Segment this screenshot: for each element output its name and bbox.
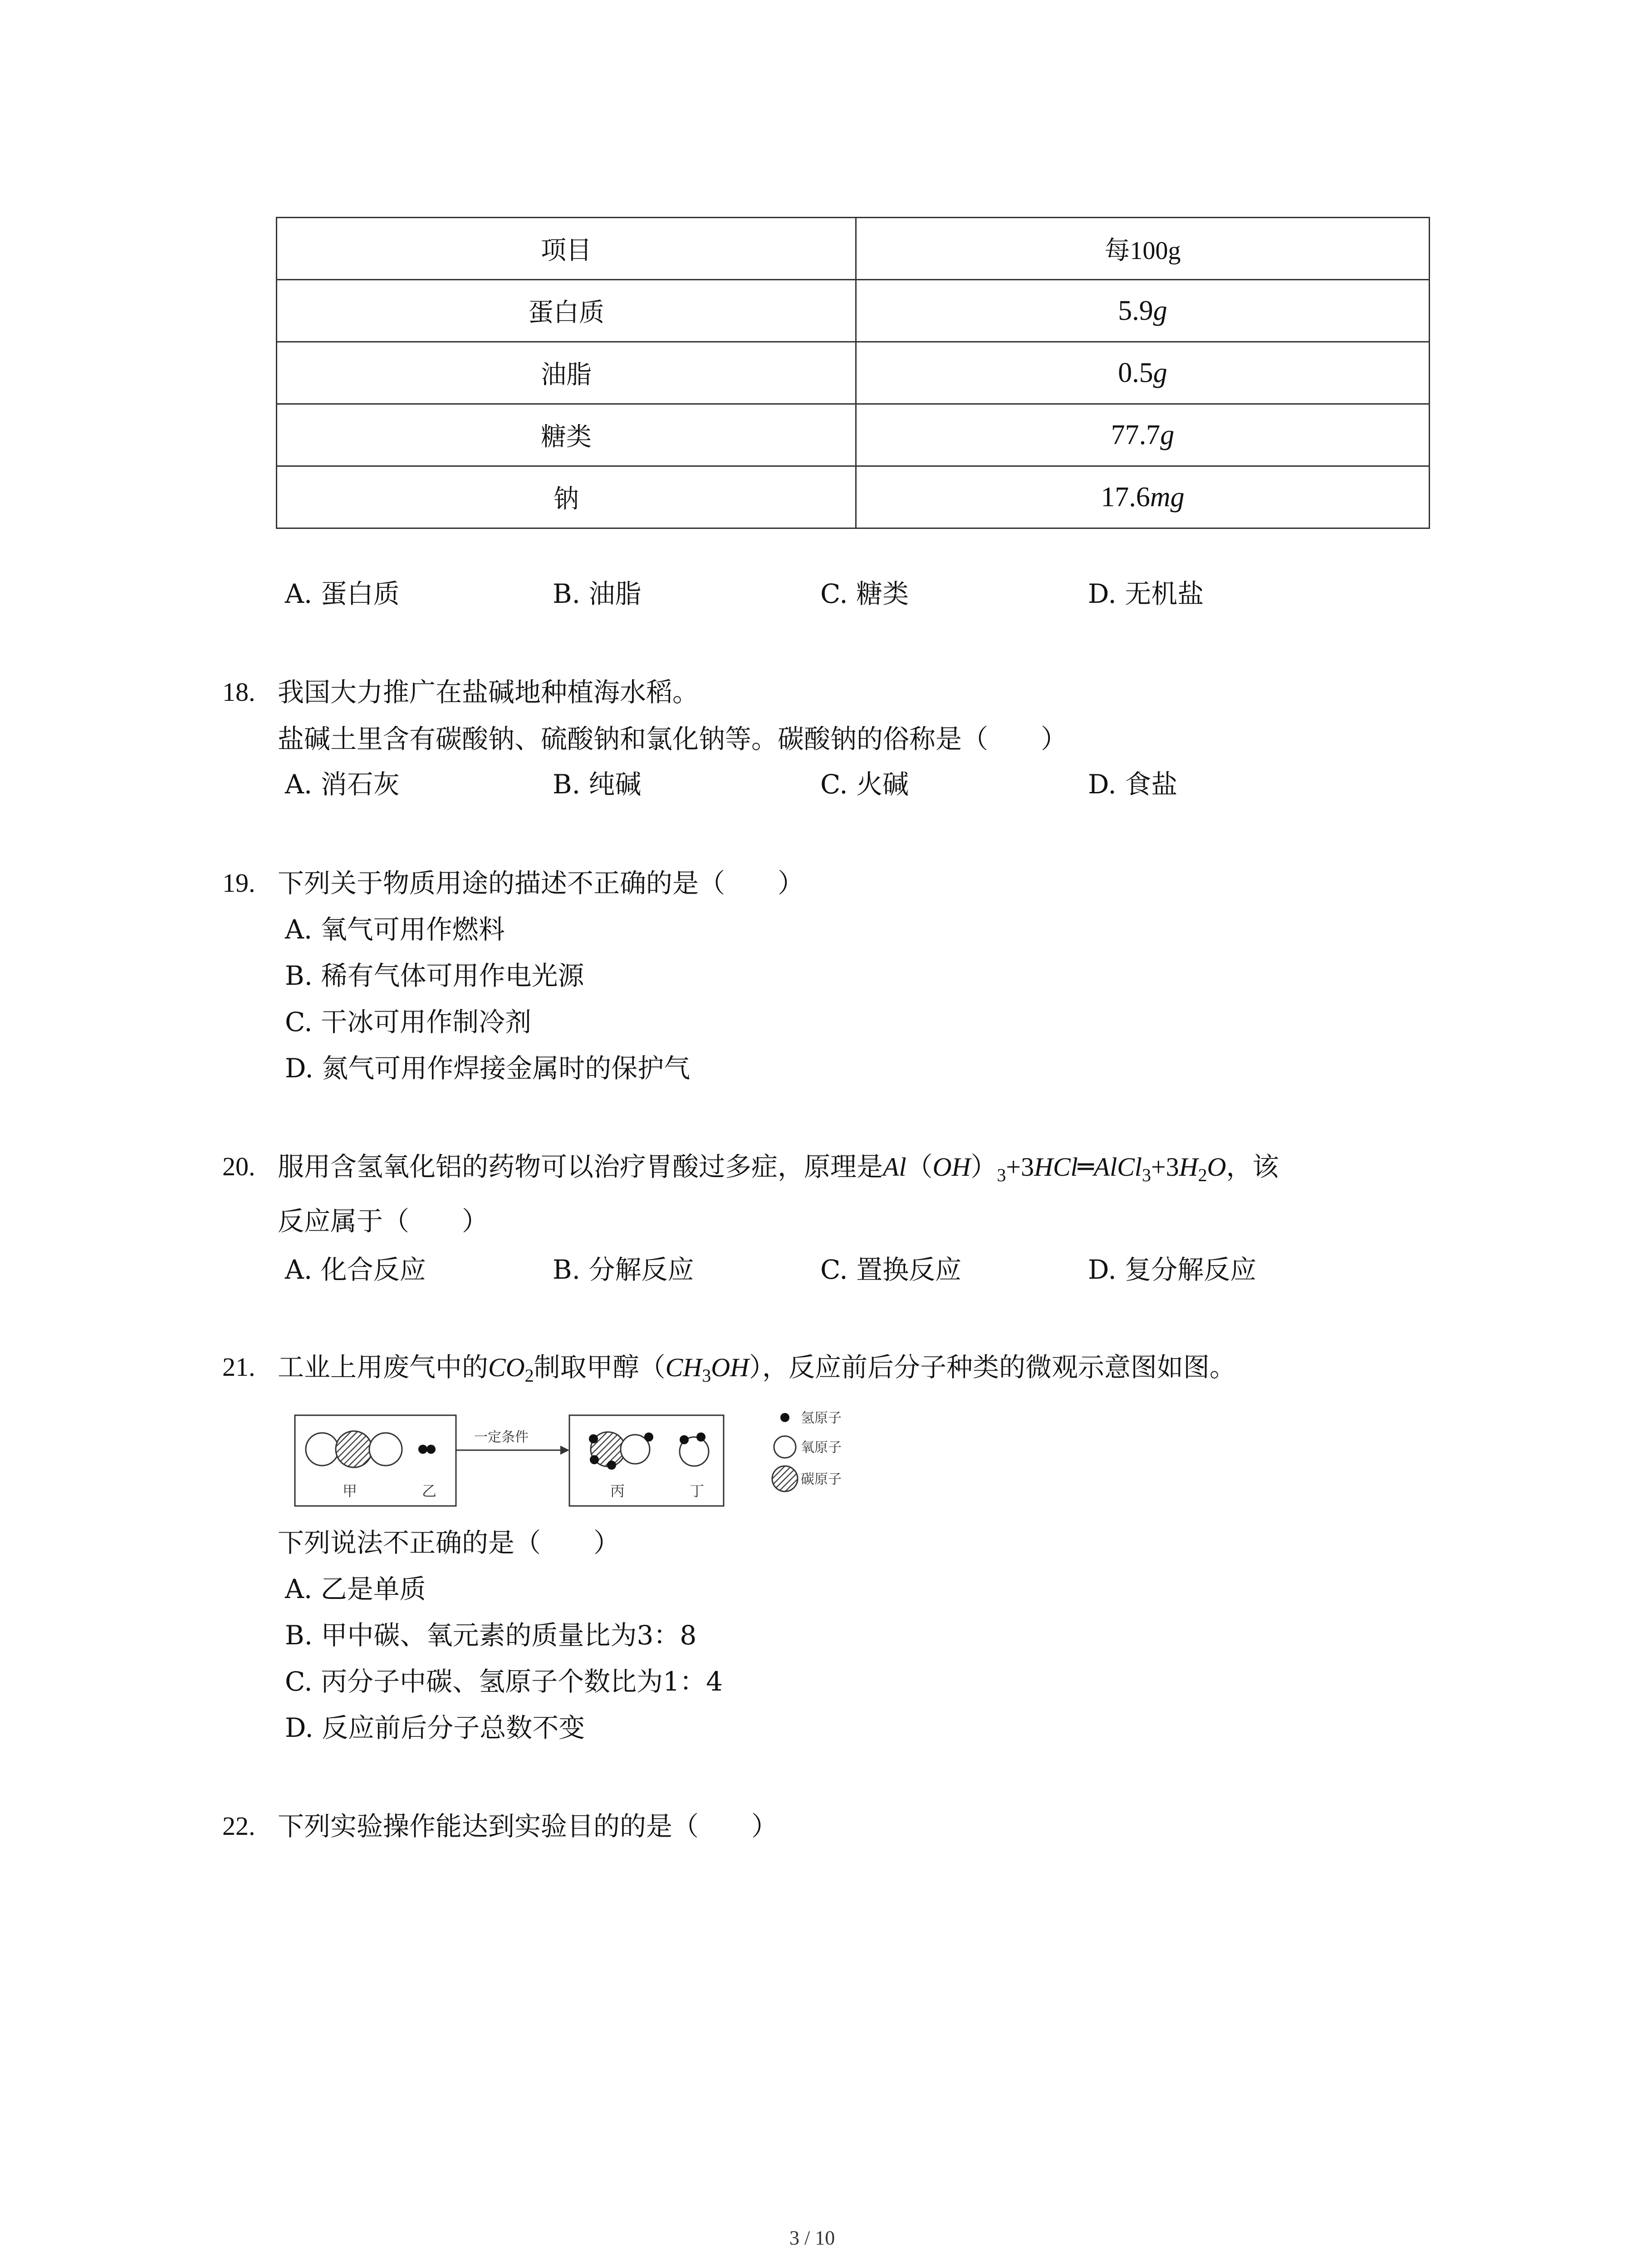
q21-stem: [278, 1354, 1236, 1385]
unit-text: g: [1153, 357, 1167, 388]
arrow-label: 一定条件: [474, 1429, 529, 1445]
formula-coef: +3: [1151, 1152, 1179, 1182]
methanol-hydrogen-atom: [644, 1432, 653, 1442]
water-hydrogen-atom: [680, 1435, 689, 1444]
formula-oh: OH: [932, 1152, 971, 1182]
formula-oh: OH: [711, 1353, 749, 1382]
value-text: 0.5: [1118, 357, 1153, 388]
q20-number: 20.: [222, 1152, 255, 1181]
formula-hcl: HCl: [1034, 1152, 1078, 1182]
co2-oxygen-atom: [306, 1433, 338, 1466]
q17-option-d[interactable]: D. 无机盐: [1088, 578, 1204, 609]
legend-hydrogen-icon: [780, 1413, 789, 1422]
methanol-hydrogen-atom: [607, 1461, 616, 1470]
h2-hydrogen-atom: [426, 1445, 436, 1454]
formula-subscript: 2: [1198, 1165, 1207, 1185]
q21-option-a[interactable]: A. 乙是单质: [285, 1574, 426, 1604]
q20-stem-tail: ，该: [1226, 1151, 1279, 1182]
formula-o: O: [1207, 1152, 1226, 1182]
q20-line2: 反应属于（ ）: [278, 1206, 489, 1237]
formula-ch: CH: [665, 1353, 702, 1382]
table-row: [277, 466, 1430, 528]
q18-option-c[interactable]: C. 火碱: [820, 769, 909, 800]
q19-option-a[interactable]: A. 氧气可用作燃料: [285, 914, 505, 945]
nutrition-table: [276, 217, 1430, 529]
q19-option-d[interactable]: D. 氮气可用作焊接金属时的保护气: [285, 1053, 691, 1084]
q20-option-b[interactable]: B. 分解反应: [553, 1254, 694, 1285]
q20-stem-line1: [278, 1151, 1279, 1185]
q18-option-a[interactable]: A. 消石灰: [285, 769, 400, 800]
q20-option-c[interactable]: C. 置换反应: [820, 1254, 962, 1285]
methanol-hydrogen-atom: [590, 1455, 599, 1464]
formula-paren: （: [906, 1151, 933, 1182]
legend-oxygen-icon: [774, 1436, 796, 1458]
label-yi: 乙: [422, 1482, 437, 1500]
formula-co: CO: [488, 1353, 525, 1382]
q18-option-d[interactable]: D. 食盐: [1088, 769, 1178, 800]
q21-line2: 下列说法不正确的是（ ）: [278, 1527, 620, 1558]
formula-al: Al: [883, 1152, 906, 1182]
table-cell-value: [856, 342, 1430, 404]
q22-stem: 下列实验操作能达到实验目的的是（ ）: [278, 1811, 778, 1842]
label-jia: 甲: [343, 1482, 358, 1500]
q21-option-c[interactable]: C. 丙分子中碳、氢原子个数比为1：4: [285, 1666, 723, 1697]
q19-number: 19.: [222, 868, 255, 898]
q20-option-a[interactable]: A. 化合反应: [285, 1254, 426, 1285]
table-cell-value: [856, 404, 1430, 466]
table-header-item: 项目: [277, 218, 856, 280]
unit-text: g: [1153, 295, 1167, 326]
label-bing: 丙: [610, 1482, 625, 1500]
table-cell-item: 钠: [277, 466, 856, 528]
table-header-row: [277, 218, 1430, 280]
table-row: [277, 404, 1430, 466]
value-text: 5.9: [1118, 295, 1153, 326]
legend-carbon-label: 碳原子: [801, 1471, 842, 1487]
co2-oxygen-atom: [369, 1433, 402, 1466]
q19-option-c[interactable]: C. 干冰可用作制冷剂: [285, 1007, 532, 1037]
legend-oxygen-label: 氧原子: [801, 1440, 842, 1456]
table-cell-item: 糖类: [277, 404, 856, 466]
formula-equals: ═: [1078, 1151, 1094, 1182]
label-ding: 丁: [690, 1482, 705, 1500]
q19-stem: 下列关于物质用途的描述不正确的是（ ）: [278, 868, 804, 899]
formula-subscript: 2: [524, 1365, 534, 1386]
table-cell-value: [856, 466, 1430, 528]
legend-carbon-icon: [772, 1466, 798, 1491]
q21-option-b[interactable]: B. 甲中碳、氧元素的质量比为3：8: [285, 1620, 697, 1651]
unit-text: mg: [1150, 481, 1185, 513]
methanol-hydrogen-atom: [589, 1434, 598, 1443]
arrow-head-icon: [560, 1446, 569, 1455]
table-header-per100g-text: 每100g: [1104, 237, 1181, 265]
q21-option-d[interactable]: D. 反应前后分子总数不变: [285, 1712, 585, 1743]
q18-line2: 盐碱土里含有碳酸钠、硫酸钠和氯化钠等。碳酸钠的俗称是（ ）: [278, 723, 1068, 754]
q17-option-c[interactable]: C. 糖类: [820, 578, 909, 609]
water-hydrogen-atom: [696, 1432, 705, 1442]
formula-subscript: 3: [997, 1165, 1006, 1185]
q20-stem-text: 服用含氢氧化铝的药物可以治疗胃酸过多症，原理是: [278, 1151, 883, 1182]
q17-option-a[interactable]: A. 蛋白质: [285, 578, 400, 609]
table-row: [277, 342, 1430, 404]
q21-stem-text: 制取甲醇（: [534, 1352, 666, 1383]
formula-coef: +3: [1006, 1152, 1034, 1182]
unit-text: g: [1160, 419, 1175, 450]
q17-option-b[interactable]: B. 油脂: [553, 578, 642, 609]
molecule-reaction-diagram: [290, 1402, 880, 1520]
formula-paren: ）: [970, 1151, 997, 1182]
page-number: 3 / 10: [789, 2227, 835, 2249]
q19-option-b[interactable]: B. 稀有气体可用作电光源: [285, 960, 584, 991]
q18-number: 18.: [222, 677, 255, 707]
q22-number: 22.: [222, 1811, 255, 1841]
q18-option-b[interactable]: B. 纯碱: [553, 769, 642, 800]
value-text: 77.7: [1111, 419, 1161, 450]
legend-hydrogen-label: 氢原子: [801, 1410, 842, 1426]
q21-stem-text: ），反应前后分子种类的微观示意图如图。: [749, 1352, 1236, 1383]
table-header-per100g: [856, 218, 1430, 280]
q18-line1: 我国大力推广在盐碱地种植海水稻。: [278, 677, 699, 708]
co2-carbon-atom: [336, 1431, 372, 1467]
h2-hydrogen-atom: [418, 1445, 427, 1454]
table-cell-item: 油脂: [277, 342, 856, 404]
value-text: 17.6: [1101, 481, 1150, 513]
table-cell-value: [856, 280, 1430, 342]
q21-stem-text: 工业上用废气中的: [278, 1352, 489, 1383]
q20-option-d[interactable]: D. 复分解反应: [1088, 1254, 1257, 1285]
formula-alcl: AlCl: [1093, 1152, 1142, 1182]
formula-subscript: 3: [702, 1365, 711, 1386]
formula-subscript: 3: [1142, 1165, 1151, 1185]
table-row: [277, 280, 1430, 342]
q21-number: 21.: [222, 1352, 255, 1382]
formula-h: H: [1179, 1152, 1198, 1182]
table-cell-item: 蛋白质: [277, 280, 856, 342]
